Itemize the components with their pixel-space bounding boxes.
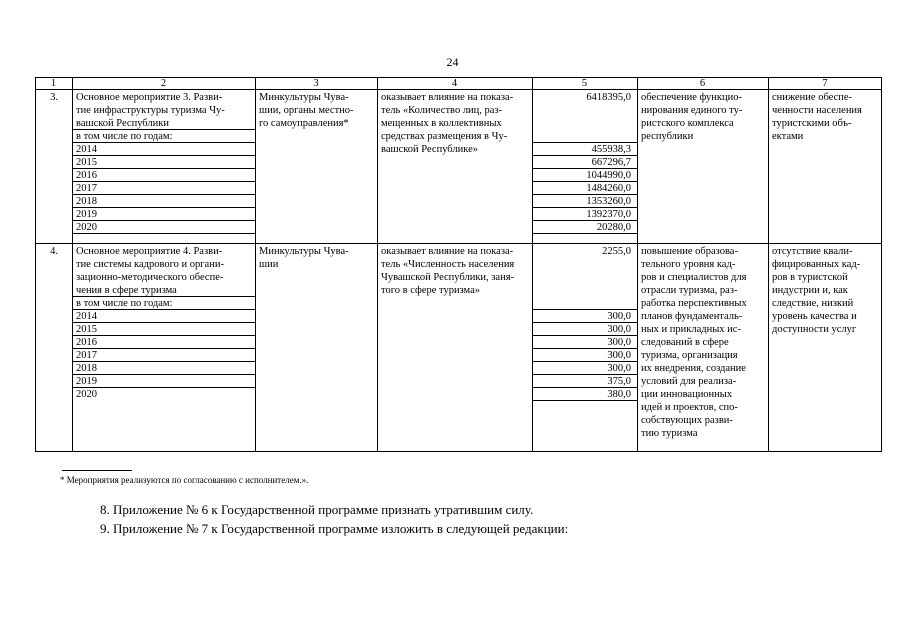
column-header-2: 2 — [160, 78, 167, 89]
expected-result-line: тельного уровня кад- — [641, 259, 736, 270]
year-label: 2017 — [76, 350, 97, 361]
event-name-line: тие инфраструктуры туризма Чу- — [76, 105, 225, 116]
table-bottom-border — [35, 451, 882, 452]
column-border-4 — [532, 77, 533, 452]
year-amount: 20280,0 — [596, 222, 631, 233]
footnote: * Мероприятия реализуются по согласованию с исполнителем.». — [60, 475, 309, 485]
executor-line: шии — [259, 259, 279, 270]
consequence-line: фицированных кад- — [772, 259, 861, 270]
executor-line: Минкультуры Чува- — [259, 92, 349, 103]
year-label: 2020 — [76, 389, 97, 400]
footnote-separator — [62, 470, 132, 471]
year-label: 2019 — [76, 209, 97, 220]
consequence-line: уровень качества и — [772, 311, 857, 322]
expected-result-line: ных и прикладных ис- — [641, 324, 741, 335]
consequence-line: ченности населения — [772, 105, 862, 116]
paragraph-8: 8. Приложение № 6 к Государственной программе признать утратившим силу. — [100, 502, 534, 517]
year-label: 2018 — [76, 363, 97, 374]
expected-result-line: тию туризма — [641, 428, 698, 439]
total-amount: 6418395,0 — [586, 92, 631, 103]
executor-line: го самоуправления* — [259, 118, 349, 129]
event-name-line: Основное мероприятие 3. Разви- — [76, 92, 223, 103]
expected-result-line: ристского комплекса — [641, 118, 734, 129]
event-name-line: зационно-методического обеспе- — [76, 272, 224, 283]
value-separator — [532, 400, 637, 401]
year-label: 2016 — [76, 170, 97, 181]
indicator-influence-line: мещенных в коллективных — [381, 118, 502, 129]
year-amount: 300,0 — [607, 350, 631, 361]
year-amount: 380,0 — [607, 389, 631, 400]
year-label: 2014 — [76, 311, 97, 322]
expected-result-line: ции инновационных — [641, 389, 733, 400]
year-amount: 300,0 — [607, 337, 631, 348]
consequence-line: туристскими объ- — [772, 118, 852, 129]
column-border-3 — [377, 77, 378, 452]
event-name-line: вашской Республики — [76, 118, 169, 129]
total-amount: 2255,0 — [602, 246, 631, 257]
year-label: 2019 — [76, 376, 97, 387]
event-name-line: тие системы кадрового и органи- — [76, 259, 224, 270]
consequence-line: ров в туристской — [772, 272, 848, 283]
column-header-4: 4 — [451, 78, 458, 89]
executor-line: шии, органы местно- — [259, 105, 354, 116]
column-header-3: 3 — [313, 78, 319, 89]
year-label: 2015 — [76, 157, 97, 168]
expected-result-line: условий для реализа- — [641, 376, 737, 387]
column-border-2 — [255, 77, 256, 452]
page-number: 24 — [446, 55, 459, 69]
year-amount: 1353260,0 — [586, 196, 631, 207]
executor-line: Минкультуры Чува- — [259, 246, 349, 257]
column-border-0 — [35, 77, 36, 452]
year-amount: 1392370,0 — [586, 209, 631, 220]
expected-result-line: их внедрения, создание — [641, 363, 746, 374]
column-header-5: 5 — [581, 78, 588, 89]
indicator-influence-line: оказывает влияние на показа- — [381, 246, 514, 257]
year-label: 2018 — [76, 196, 97, 207]
expected-result-line: обеспечение функцио- — [641, 92, 743, 103]
measures-table — [35, 77, 882, 452]
year-label: 2014 — [76, 144, 97, 155]
column-header-7: 7 — [822, 78, 828, 89]
consequence-line: снижение обеспе- — [772, 92, 853, 103]
year-amount: 300,0 — [607, 324, 631, 335]
year-label: 2015 — [76, 324, 97, 335]
value-separator — [532, 233, 637, 234]
expected-result-line: собствующих разви- — [641, 415, 733, 426]
column-border-1 — [72, 77, 73, 452]
expected-result-line: планов фундаменталь- — [641, 311, 743, 322]
event-name-line: чения в сфере туризма — [76, 285, 177, 296]
row-number: 3. — [50, 92, 58, 103]
years-caption: в том числе по годам: — [76, 131, 173, 142]
column-header-6: 6 — [699, 78, 706, 89]
year-amount: 375,0 — [607, 376, 631, 387]
year-amount: 1044990,0 — [586, 170, 631, 181]
year-amount: 300,0 — [607, 363, 631, 374]
year-amount: 1484260,0 — [586, 183, 631, 194]
column-border-6 — [768, 77, 769, 452]
column-header-1: 1 — [50, 78, 57, 89]
expected-result-line: следований в сфере — [641, 337, 729, 348]
expected-result-line: нирования единого ту- — [641, 105, 743, 116]
consequence-line: следствие, низкий — [772, 298, 854, 309]
year-label: 2016 — [76, 337, 97, 348]
expected-result-line: ров и специалистов для — [641, 272, 747, 283]
year-amount: 300,0 — [607, 311, 631, 322]
column-border-5 — [637, 77, 638, 452]
expected-result-line: идей и проектов, спо- — [641, 402, 738, 413]
consequence-line: индустрии и, как — [772, 285, 848, 296]
year-amount: 455938,3 — [591, 144, 631, 155]
paragraph-9: 9. Приложение № 7 к Государственной программе изложить в следующей редакции: — [100, 521, 569, 536]
row-number: 4. — [50, 246, 58, 257]
indicator-influence-line: оказывает влияние на показа- — [381, 92, 514, 103]
consequence-line: отсутствие квали- — [772, 246, 853, 257]
expected-result-line: отрасли туризма, раз- — [641, 285, 738, 296]
indicator-influence-line: того в сфере туризма» — [381, 285, 481, 296]
expected-result-line: республики — [641, 131, 694, 142]
indicator-influence-line: средствах размещения в Чу- — [381, 131, 508, 142]
year-separator — [72, 233, 255, 234]
expected-result-line: повышение образова- — [641, 246, 738, 257]
indicator-influence-line: тель «Количество лиц, раз- — [381, 105, 503, 116]
expected-result-line: туризма, организация — [641, 350, 738, 361]
expected-result-line: работка перспективных — [641, 298, 747, 309]
indicator-influence-line: тель «Численность населения — [381, 259, 515, 270]
years-caption: в том числе по годам: — [76, 298, 173, 309]
year-label: 2017 — [76, 183, 97, 194]
indicator-influence-line: Чувашской Республики, заня- — [381, 272, 515, 283]
row-separator — [35, 243, 882, 244]
consequence-line: ектами — [772, 131, 804, 142]
year-label: 2020 — [76, 222, 97, 233]
consequence-line: доступности услуг — [772, 324, 857, 335]
year-amount: 667296,7 — [591, 157, 631, 168]
event-name-line: Основное мероприятие 4. Разви- — [76, 246, 223, 257]
column-border-7 — [881, 77, 882, 452]
indicator-influence-line: вашской Республике» — [381, 144, 478, 155]
